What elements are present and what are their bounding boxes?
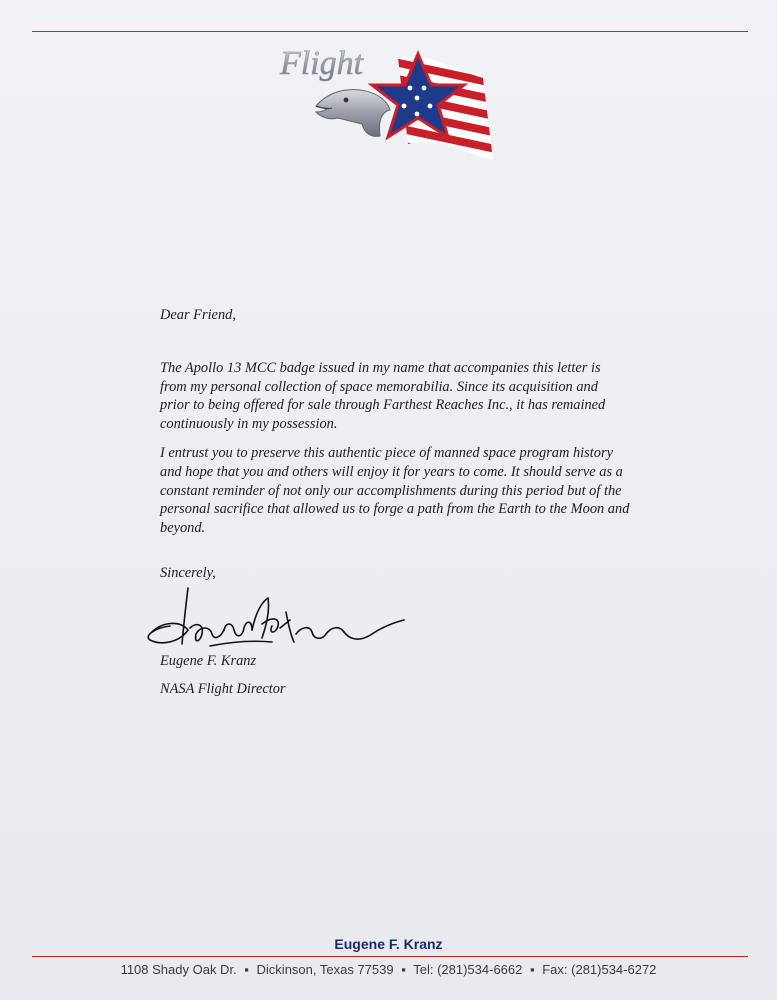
closing: Sincerely,: [160, 564, 216, 581]
letter-body: [160, 306, 630, 583]
footer-fax: Fax: (281)534-6272: [542, 962, 657, 977]
bottom-rule: [32, 956, 748, 957]
paragraph-2: I entrust you to preserve this authentic piece of manned space program history and hope that you and others will enjoy it for years to come. It should serve as a constant reminder of not only our accomplishments during this period but of the personal sacrifice that allowed us to forge a path from the Earth to the Moon and beyond.: [160, 444, 630, 537]
top-rule: [32, 31, 748, 32]
flight-logo-text: Flight: [280, 45, 364, 82]
footer-separator: ▪: [530, 962, 535, 977]
footer-tel: Tel: (281)534-6662: [413, 962, 523, 977]
signer-title: NASA Flight Director: [160, 681, 286, 697]
flight-logo: [278, 40, 502, 166]
footer-city: Dickinson, Texas 77539: [256, 962, 394, 977]
footer-separator: ▪: [401, 962, 406, 977]
handwritten-signature: [140, 582, 410, 662]
flight-logo-graphic: [278, 40, 502, 166]
footer-address: [0, 962, 777, 977]
paragraph-1: The Apollo 13 MCC badge issued in my name that accompanies this letter is from my personal collection of space memorabilia. Since its acquisition and prior to being offered for sale through Farthest Reaches Inc., it has remained continuously in my possession.: [160, 359, 606, 433]
footer-separator: ▪: [244, 962, 249, 977]
footer-street: 1108 Shady Oak Dr.: [120, 962, 237, 977]
eagle-icon: [316, 90, 390, 137]
footer-name: Eugene F. Kranz: [334, 936, 443, 952]
signer-name: Eugene F. Kranz: [160, 653, 257, 669]
salutation: Dear Friend,: [160, 307, 236, 323]
